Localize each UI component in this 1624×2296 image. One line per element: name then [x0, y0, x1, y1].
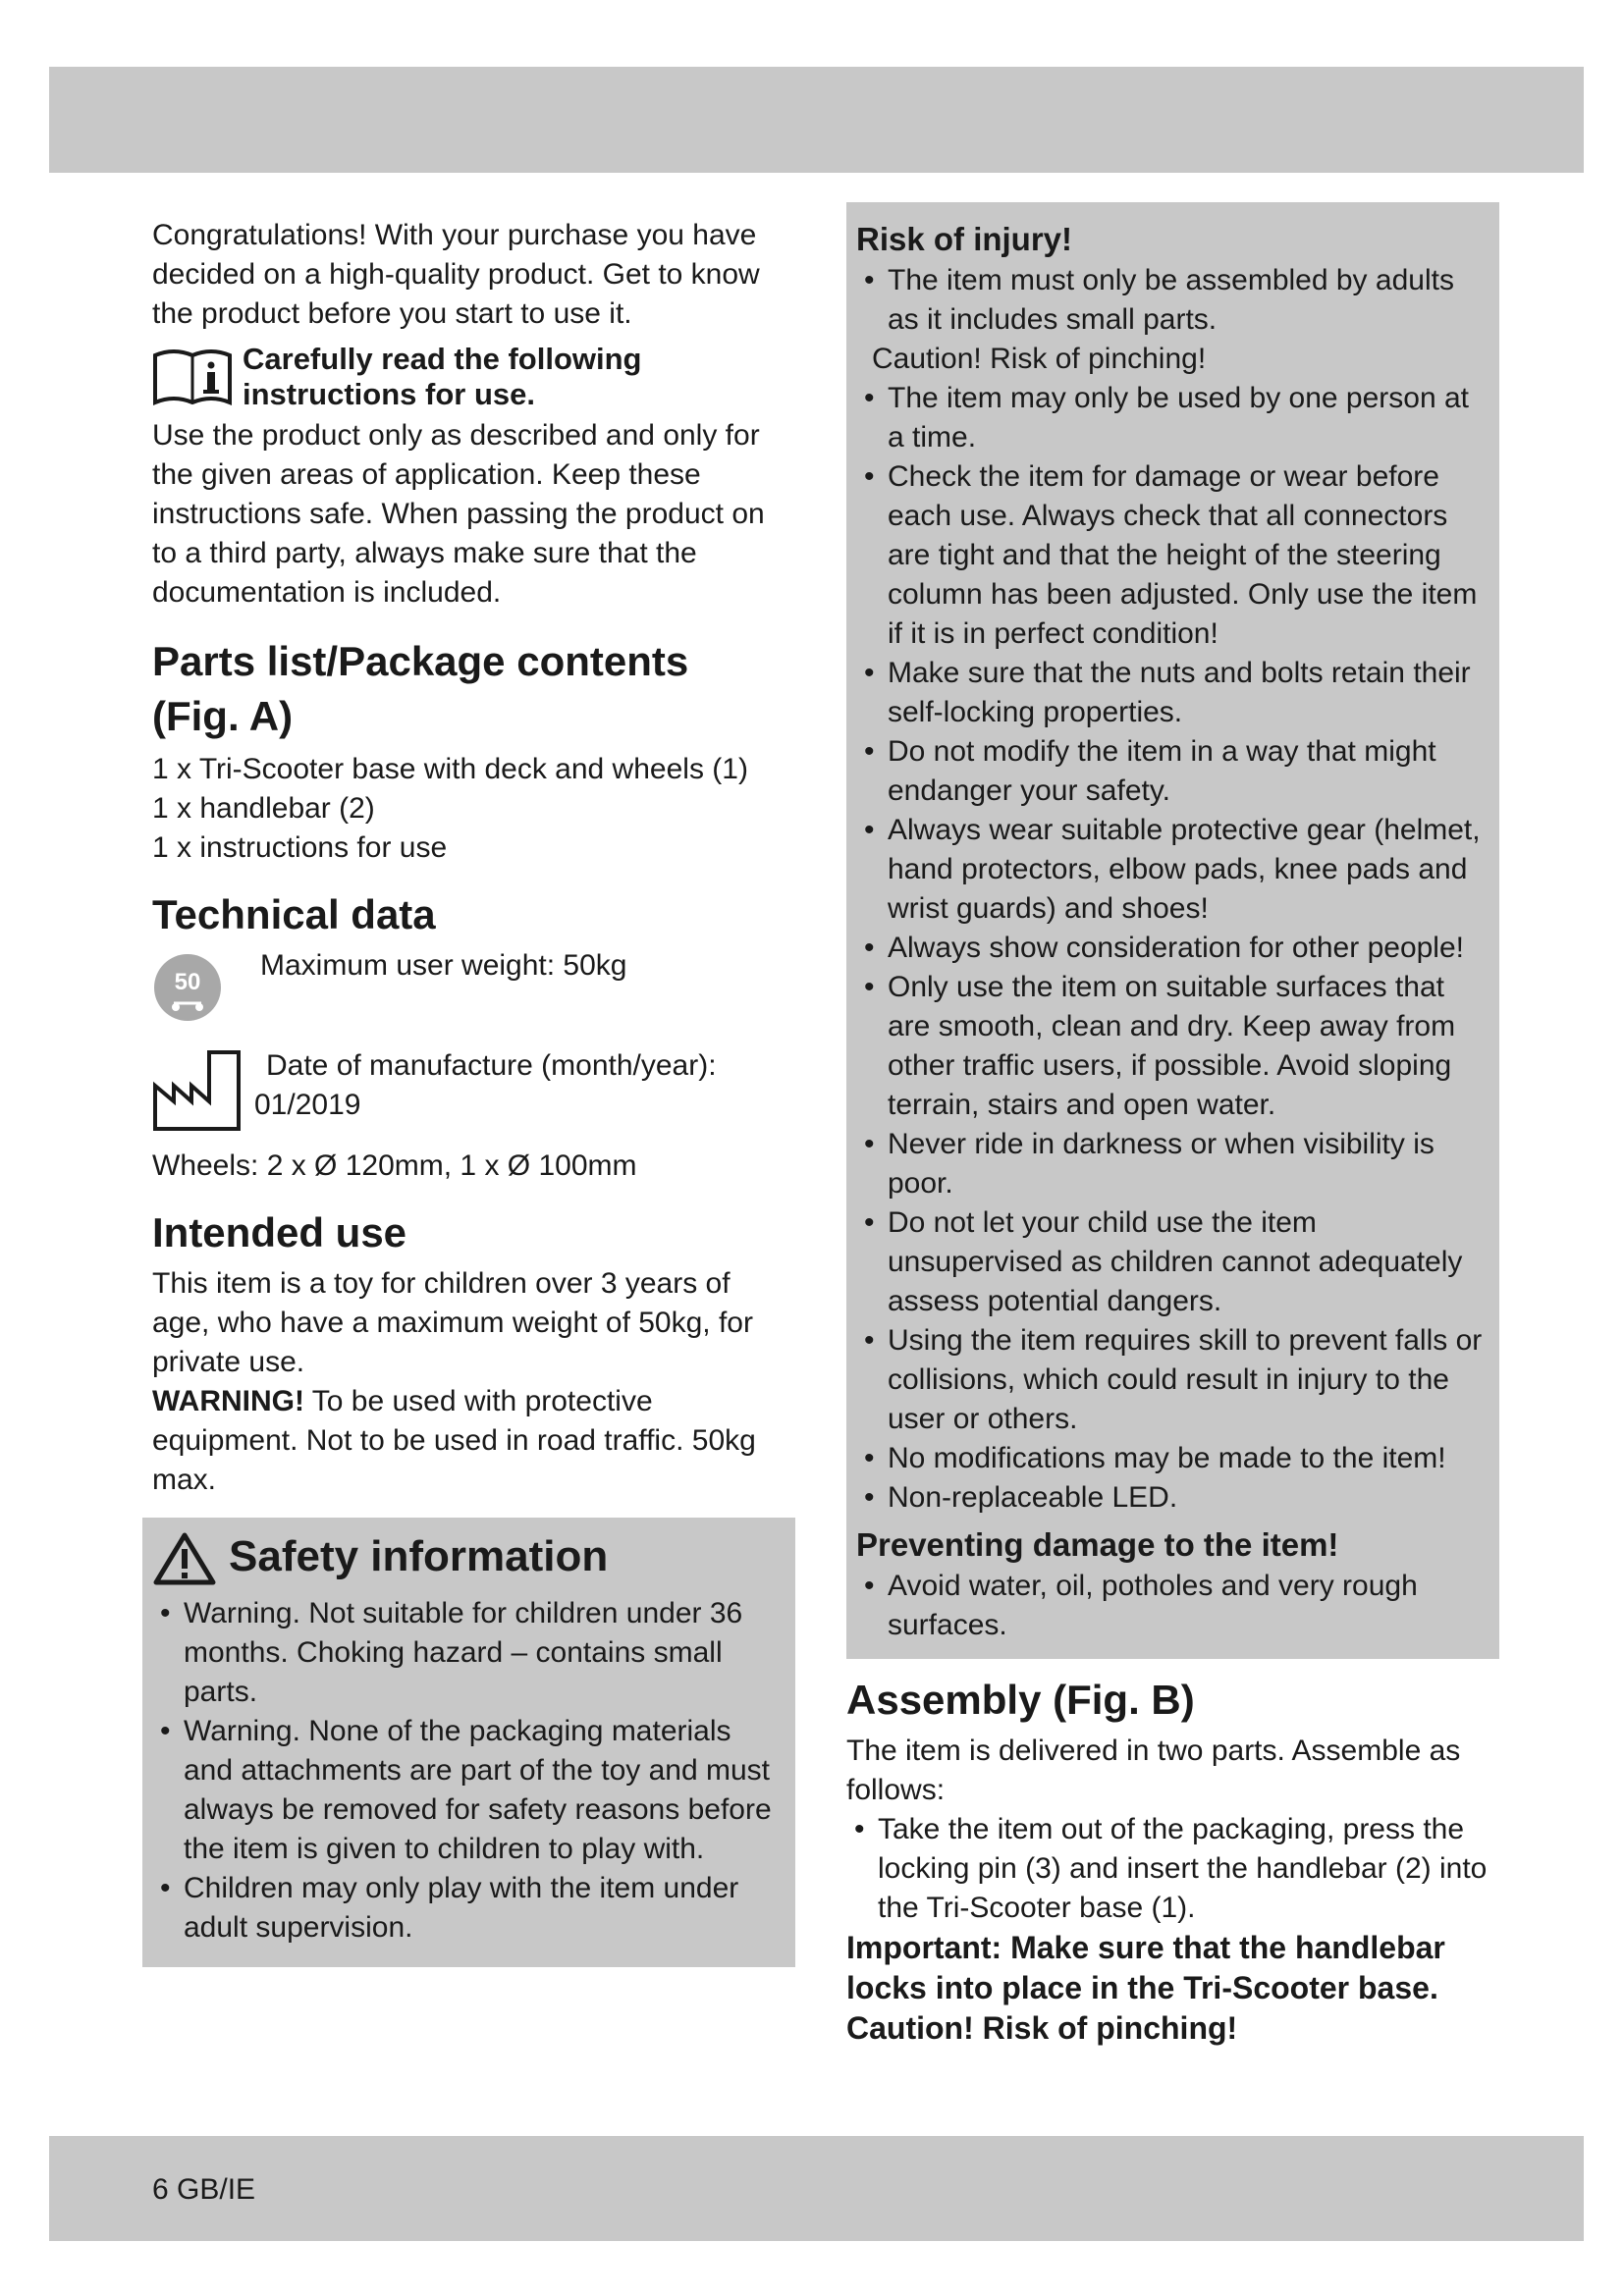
weight-icon-text: 50: [174, 969, 201, 995]
risk-list: [856, 261, 1489, 340]
list-item: • Do not modify the item in a way that might endanger your safety.: [856, 732, 1489, 811]
date-row: [152, 1046, 781, 1137]
parts-list: [152, 750, 781, 868]
risk-list-continued: [856, 379, 1489, 1518]
risk-of-injury-box: [846, 202, 1499, 1659]
warning-body: To be used with protective equipment. Not to be used in road traffic. 50kg max.: [152, 1385, 756, 1496]
read-instructions-text: Carefully read the following instructions for use.: [243, 342, 642, 411]
safety-list: [152, 1594, 776, 1948]
list-item: • Warning. Not suitable for children under 36 months. Choking hazard – contains small parts.: [152, 1594, 776, 1712]
damage-list: [856, 1567, 1489, 1645]
weight-row: [152, 946, 781, 1037]
list-item: • Always show consideration for other people!: [856, 929, 1489, 968]
list-item: • No modifications may be made to the item!: [856, 1439, 1489, 1478]
manufacture-date-label: Date of manufacture (month/year):: [266, 1049, 717, 1082]
list-item: • Check the item for damage or wear before each use. Always check that all connectors are tight and that the height of the steering column has been adjusted. Only use the item if it is in perfect condition!: [856, 457, 1489, 654]
intended-use-heading: Intended use: [152, 1209, 407, 1255]
warning-label: WARNING!: [152, 1385, 304, 1417]
manufacture-date-icon: [152, 1046, 243, 1133]
safety-information-box: [142, 1518, 795, 1967]
footer-band: [49, 2136, 1584, 2241]
list-item: • Non-replaceable LED.: [856, 1478, 1489, 1518]
intro-text: Congratulations! With your purchase you have decided on a high-quality product. Get to know the product before you start to use it.: [152, 219, 760, 330]
assembly-important: Important: Make sure that the handlebar locks into place in the Tri-Scooter base. Caution! Risk of pinching!: [846, 1930, 1445, 2046]
list-item: • Never ride in darkness or when visibility is poor.: [856, 1125, 1489, 1203]
header-band: [49, 67, 1584, 173]
intended-use-text: This item is a toy for children over 3 years of age, who have a maximum weight of 50kg, for private use.: [152, 1267, 753, 1378]
list-item: • The item may only be used by one person at a time.: [856, 379, 1489, 457]
damage-heading: Preventing damage to the item!: [856, 1526, 1339, 1563]
list-item: • Do not let your child use the item unsupervised as children cannot adequately assess potential dangers.: [856, 1203, 1489, 1321]
list-item: • The item must only be assembled by adults as it includes small parts.: [856, 261, 1489, 340]
list-item: • Using the item requires skill to prevent falls or collisions, which could result in injury to the user or others.: [856, 1321, 1489, 1439]
list-item: • Only use the item on suitable surfaces that are smooth, clean and dry. Keep away from other traffic users, if possible. Avoid sloping terrain, stairs and open water.: [856, 968, 1489, 1125]
wheels-text: Wheels: 2 x Ø 120mm, 1 x Ø 100mm: [152, 1149, 637, 1182]
warning-text: [152, 1382, 781, 1500]
parts-heading: Parts list/Package contents (Fig. A): [152, 638, 689, 739]
list-item: • Avoid water, oil, potholes and very rough surfaces.: [856, 1567, 1489, 1645]
list-item: • Make sure that the nuts and bolts retain their self-locking properties.: [856, 654, 1489, 732]
right-column: [846, 202, 1494, 2049]
list-item: 1 x instructions for use: [152, 831, 448, 864]
list-item: • Always wear suitable protective gear (helmet, hand protectors, elbow pads, knee pads and wrist guards) and shoes!: [856, 811, 1489, 929]
list-item: 1 x handlebar (2): [152, 792, 375, 825]
assembly-steps: [846, 1810, 1494, 1928]
list-item: • Warning. None of the packaging materials and attachments are part of the toy and must always be removed for safety reasons before the item is given to children to play with.: [152, 1712, 776, 1869]
assembly-heading: Assembly (Fig. B): [846, 1677, 1195, 1723]
safety-heading: [152, 1527, 776, 1586]
read-instructions-notice: [152, 342, 781, 412]
list-item: • Children may only play with the item under adult supervision.: [152, 1869, 776, 1948]
left-column: [152, 216, 781, 1967]
assembly-text: The item is delivered in two parts. Assemble as follows:: [846, 1735, 1461, 1806]
manufacture-date-value: 01/2019: [254, 1089, 361, 1121]
list-item: 1 x Tri-Scooter base with deck and wheels (1): [152, 753, 748, 785]
list-item: • Take the item out of the packaging, press the locking pin (3) and insert the handlebar (2) into the Tri-Scooter base (1).: [846, 1810, 1494, 1928]
usage-text: Use the product only as described and only for the given areas of application. Keep these instructions safe. When passing the product on to a third party, always make sure that the documentation is included.: [152, 419, 765, 609]
read-manual-icon: [152, 346, 233, 406]
risk-heading: Risk of injury!: [856, 221, 1073, 257]
max-weight-icon: [152, 946, 223, 1029]
page-number: 6 GB/IE: [152, 2173, 256, 2206]
safety-heading-text: Safety information: [229, 1532, 609, 1580]
max-weight-text: Maximum user weight: 50kg: [260, 949, 627, 982]
risk-caution: Caution! Risk of pinching!: [872, 343, 1207, 375]
warning-triangle-icon: [152, 1531, 217, 1586]
technical-heading: Technical data: [152, 891, 436, 937]
